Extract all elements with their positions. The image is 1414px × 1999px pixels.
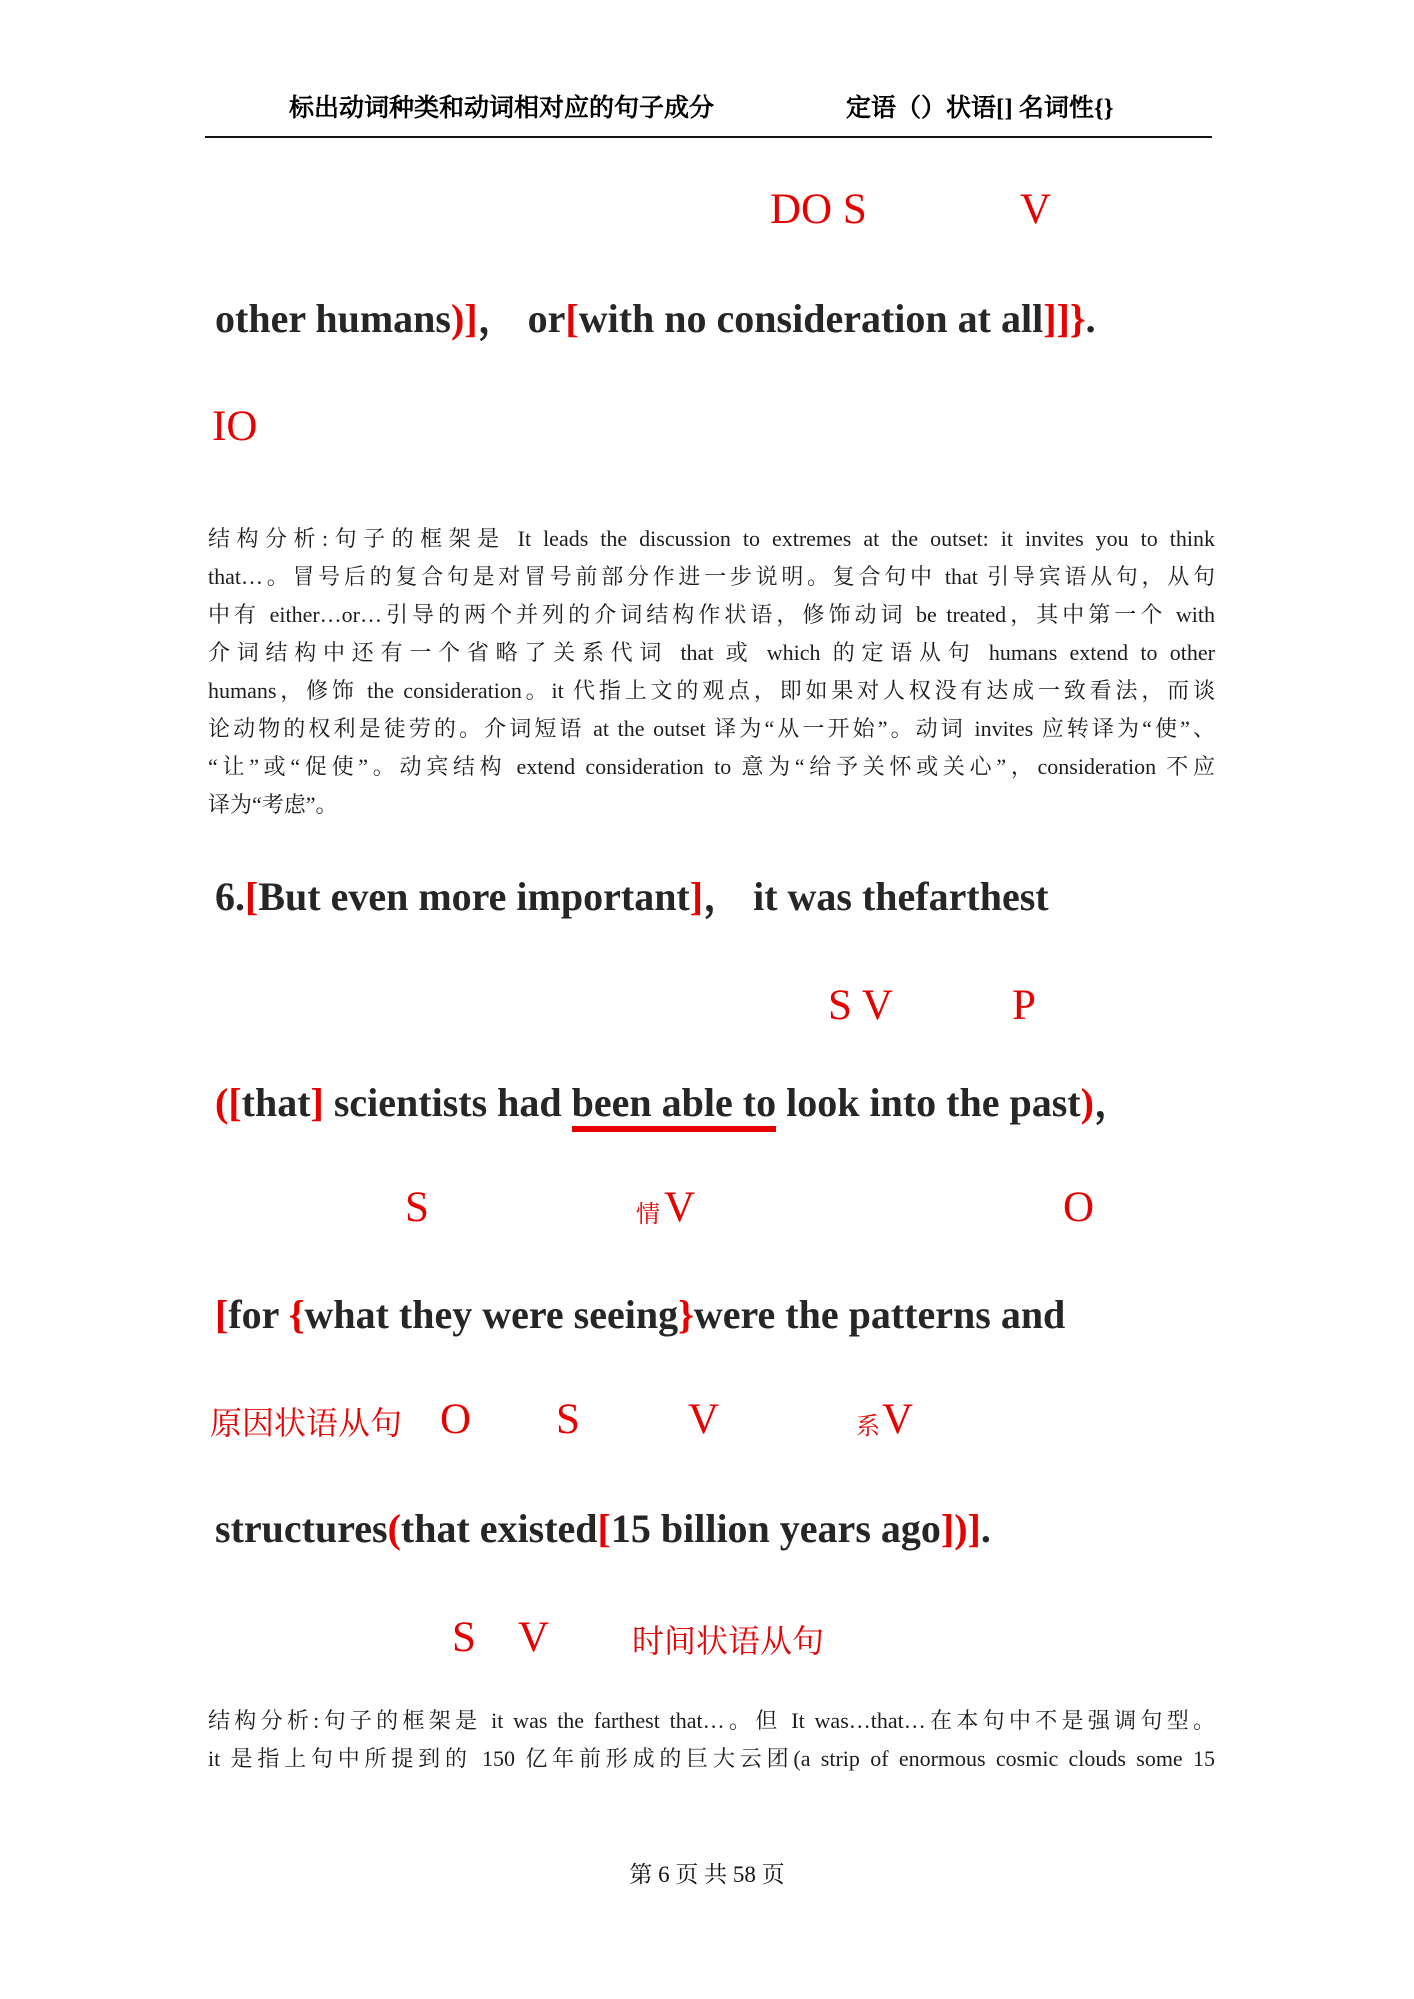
text-segment: [ <box>215 1292 229 1337</box>
annotation-label: S <box>405 1184 429 1231</box>
text-segment: ( <box>387 1506 401 1551</box>
annotation-label: S <box>452 1614 476 1661</box>
text-segment: ]]} <box>1043 296 1086 341</box>
sentence-line-1 <box>215 296 1096 342</box>
text-segment: ] <box>689 874 704 919</box>
text-segment: 6. <box>215 874 245 919</box>
sentence-line-6-heading <box>215 874 1049 920</box>
header-title-left: 标出动词种类和动词相对应的句子成分 <box>289 95 715 122</box>
annotation-label: V <box>882 1396 914 1443</box>
text-segment: 15 billion years ago <box>610 1506 941 1551</box>
analysis-paragraph-1 <box>208 520 1215 824</box>
paragraph-line: 中有 either…or…引导的两个并列的介词结构作状语，修饰动词 be treated，其中第一个 with <box>208 602 1215 627</box>
text-segment: . <box>980 1506 991 1551</box>
grammar-annotation-line-2 <box>0 984 1414 1042</box>
annotation-label: V <box>518 1614 550 1661</box>
text-segment: [ <box>597 1506 611 1551</box>
text-segment: ， or <box>477 296 566 341</box>
paragraph-line: “让”或“促使”。动宾结构 extend consideration to 意为“给予关怀或关心”，consideration 不应 <box>208 754 1215 779</box>
paragraph-line: 介词结构中还有一个省略了关系代词 that 或 which 的定语从句 humans extend to other <box>208 640 1215 665</box>
annotation-label: IO <box>212 403 258 450</box>
grammar-annotation-line-io <box>0 405 1414 463</box>
annotation-label: O <box>440 1396 472 1443</box>
annotation-label: O <box>1063 1184 1095 1231</box>
page-number-footer: 第 6 页 共 58 页 <box>629 1862 785 1887</box>
annotation-label: 系 <box>856 1414 880 1440</box>
text-segment: )] <box>450 296 478 341</box>
text-segment: other humans <box>215 296 451 341</box>
text-segment: ])] <box>940 1506 981 1551</box>
text-segment: scientists had <box>323 1080 572 1125</box>
paragraph-line: humans，修饰 the consideration。it 代指上文的观点，即如果对人权没有达成一致看法，而谈 <box>208 678 1215 703</box>
text-segment: ) <box>1080 1080 1094 1125</box>
text-segment: were the patterns and <box>693 1292 1066 1337</box>
annotation-label: 原因状语从句 <box>210 1405 403 1441</box>
annotation-label: 时间状语从句 <box>632 1623 825 1659</box>
text-segment: But even more important <box>258 874 690 919</box>
text-segment: [ <box>245 874 259 919</box>
text-segment: { <box>288 1292 305 1337</box>
sentence-line-4 <box>215 1506 991 1552</box>
header-legend-right: 定语（）状语[] 名词性{} <box>846 95 1114 122</box>
paragraph-line: 译为“考虑”。 <box>208 792 338 817</box>
annotation-label: S V <box>828 982 893 1029</box>
text-segment: what they were seeing <box>304 1292 679 1337</box>
annotation-label: P <box>1012 982 1036 1029</box>
text-segment: ， it was thefarthest <box>703 874 1049 919</box>
paragraph-line: 结构分析:句子的框架是 It leads the discussion to extremes at the outset: it invites you to think <box>208 526 1215 551</box>
text-segment: structures <box>215 1506 388 1551</box>
annotation-label: 情 <box>636 1202 660 1228</box>
paragraph-line: 结构分析:句子的框架是 it was the farthest that…。但 It was…that…在本句中不是强调句型。 <box>208 1708 1215 1733</box>
text-segment: with no consideration at all <box>578 296 1044 341</box>
paragraph-line: that…。冒号后的复合句是对冒号前部分作进一步说明。复合句中 that 引导宾语从句，从句 <box>208 564 1215 589</box>
text-segment: been able to <box>572 1080 776 1132</box>
text-segment: for <box>228 1292 289 1337</box>
annotation-label: DO S <box>770 186 867 233</box>
text-segment: that <box>241 1080 311 1125</box>
text-segment: look into the past <box>776 1080 1081 1125</box>
sentence-line-3 <box>215 1292 1065 1338</box>
annotation-label: V <box>664 1184 696 1231</box>
sentence-line-2 <box>215 1080 1134 1126</box>
analysis-paragraph-2 <box>208 1702 1215 1778</box>
text-segment: ] <box>310 1080 324 1125</box>
annotation-label: V <box>1020 186 1052 233</box>
text-segment: ([ <box>215 1080 242 1125</box>
paragraph-line: it 是指上句中所提到的 150 亿年前形成的巨大云团(a strip of enormous cosmic clouds some 15 <box>208 1746 1215 1771</box>
header-rule <box>205 136 1212 138</box>
grammar-annotation-line-4 <box>0 1398 1414 1456</box>
text-segment: . <box>1085 296 1096 341</box>
grammar-annotation-line-1 <box>0 188 1414 246</box>
text-segment: that existed <box>400 1506 598 1551</box>
grammar-annotation-line-5 <box>0 1616 1414 1674</box>
text-segment: ， <box>1093 1080 1134 1125</box>
text-segment: } <box>678 1292 694 1337</box>
annotation-label: V <box>688 1396 720 1443</box>
grammar-annotation-line-3 <box>0 1186 1414 1244</box>
paragraph-line: 论动物的权利是徒劳的。介词短语 at the outset 译为“从一开始”。动词 invites 应转译为“使”、 <box>208 716 1215 741</box>
annotation-label: S <box>556 1396 580 1443</box>
text-segment: [ <box>565 296 579 341</box>
